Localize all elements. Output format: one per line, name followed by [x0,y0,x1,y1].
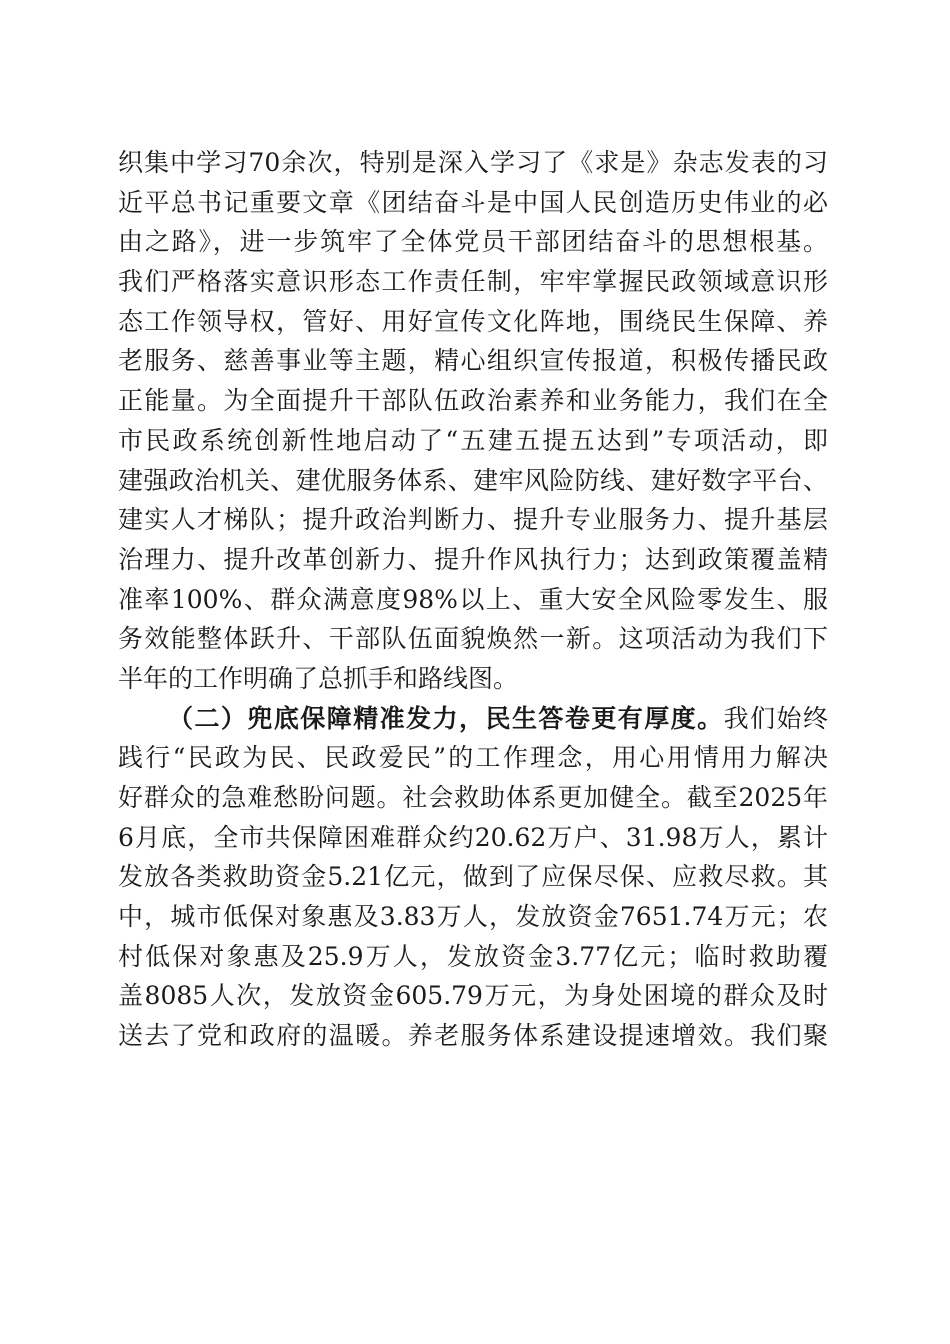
text-line: 市民政系统创新性地启动了“五建五提五达到”专项活动，即 [118,425,828,455]
text-line: 态工作领导权，管好、用好宣传文化阵地，围绕民生保障、养 [118,306,828,336]
section-heading-line [118,699,828,739]
text-line: 中，城市低保对象惠及3.83万人，发放资金7651.74万元；农 [118,902,828,932]
text-line: 6月底，全市共保障困难群众约20.62万户、31.98万人，累计 [118,822,828,852]
paragraph-2 [118,699,828,1056]
text-line: 送去了党和政府的温暖。养老服务体系建设提速增效。我们聚 [118,1021,828,1051]
text-line: 建强政治机关、建优服务体系、建牢风险防线、建好数字平台、 [118,465,828,495]
text-line: 半年的工作明确了总抓手和路线图。 [118,663,519,693]
text-line: 务效能整体跃升、干部队伍面貌焕然一新。这项活动为我们下 [118,624,828,654]
text-line: 近平总书记重要文章《团结奋斗是中国人民创造历史伟业的必 [118,187,828,217]
text-line: 发放各类救助资金5.21亿元，做到了应保尽保、应救尽救。其 [118,862,828,892]
text-line: 践行“民政为民、民政爱民”的工作理念，用心用情用力解决 [118,743,828,773]
body-text [118,143,828,1056]
text-line: 盖8085人次，发放资金605.79万元，为身处困境的群众及时 [118,981,828,1011]
text-line: 好群众的急难愁盼问题。社会救助体系更加健全。截至2025年 [118,783,828,812]
text-fragment: 我们始终 [723,703,828,733]
text-line: 老服务、慈善事业等主题，精心组织宣传报道，积极传播民政 [118,346,828,376]
paragraph-1 [118,143,828,699]
text-line: 由之路》，进一步筑牢了全体党员干部团结奋斗的思想根基。 [118,227,828,257]
text-line: 准率100%、群众满意度98%以上、重大安全风险零发生、服 [118,584,828,614]
text-line: 村低保对象惠及25.9万人，发放资金3.77亿元；临时救助覆 [118,941,828,971]
text-line: 我们严格落实意识形态工作责任制，牢牢掌握民政领域意识形 [118,267,828,297]
text-line: 正能量。为全面提升干部队伍政治素养和业务能力，我们在全 [118,386,828,416]
text-line: 治理力、提升改革创新力、提升作风执行力；达到政策覆盖精 [118,544,828,574]
text-line: 建实人才梯队；提升政治判断力、提升专业服务力、提升基层 [118,505,828,535]
text-line: 织集中学习70余次，特别是深入学习了《求是》杂志发表的习 [118,148,828,177]
section-heading: （二）兜底保障精准发力，民生答卷更有厚度。 [168,703,724,733]
